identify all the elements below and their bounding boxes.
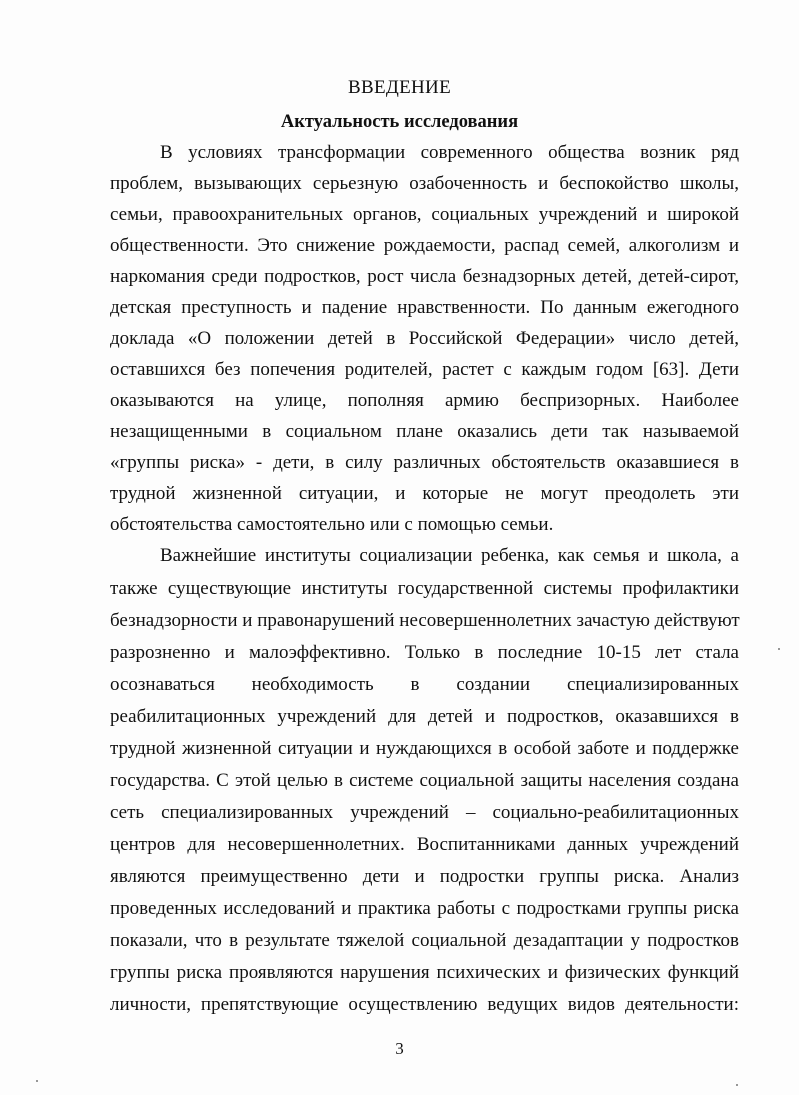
text-line: Важнейшие институты социализации ребенка, как семья и школа, а bbox=[160, 545, 739, 566]
text-line: государства. С этой целью в системе социальной защиты населения создана bbox=[110, 770, 739, 791]
text-line: личности, препятствующие осуществлению ведущих видов деятельности: bbox=[110, 994, 739, 1015]
text-line: являются преимущественно дети и подростки группы риска. Анализ bbox=[110, 866, 739, 887]
text-line: общественности. Это снижение рождаемости, распад семей, алкоголизм и bbox=[110, 235, 739, 256]
document-title: ВВЕДЕНИЕ bbox=[348, 77, 451, 98]
text-line: центров для несовершеннолетних. Воспитанниками данных учреждений bbox=[110, 834, 739, 855]
text-line: оказываются на улице, пополняя армию беспризорных. Наиболее bbox=[110, 390, 739, 411]
text-line: также существующие институты государственной системы профилактики bbox=[110, 578, 739, 599]
text-line: осознаваться необходимость в создании специализированных bbox=[110, 674, 739, 695]
text-line: трудной жизненной ситуации и нуждающихся в особой заботе и поддержке bbox=[110, 738, 739, 759]
text-line: проблем, вызывающих серьезную озабоченность и беспокойство школы, bbox=[110, 173, 739, 194]
text-line: доклада «О положении детей в Российской Федерации» число детей, bbox=[110, 328, 739, 349]
text-line: незащищенными в социальном плане оказались дети так называемой bbox=[110, 421, 739, 442]
text-line: безнадзорности и правонарушений несовершеннолетних зачастую действуют bbox=[110, 610, 740, 631]
text-line: «группы риска» - дети, в силу различных обстоятельств оказавшиеся в bbox=[110, 452, 739, 473]
text-line: сеть специализированных учреждений – социально-реабилитационных bbox=[110, 802, 739, 823]
text-line: детская преступность и падение нравственности. По данным ежегодного bbox=[110, 297, 739, 318]
page-number: 3 bbox=[395, 1039, 404, 1058]
scan-speck bbox=[778, 648, 780, 650]
text-line: семьи, правоохранительных органов, социальных учреждений и широкой bbox=[110, 204, 739, 225]
text-line: обстоятельства самостоятельно или с помощью семьи. bbox=[110, 514, 554, 535]
text-line: проведенных исследований и практика работы с подростками группы риска bbox=[110, 898, 739, 919]
text-line: реабилитационных учреждений для детей и подростков, оказавшихся в bbox=[110, 706, 739, 727]
text-line: трудной жизненной ситуации, и которые не могут преодолеть эти bbox=[110, 483, 739, 504]
text-line: В условиях трансформации современного общества возник ряд bbox=[160, 142, 739, 163]
text-line: группы риска проявляются нарушения психических и физических функций bbox=[110, 962, 739, 983]
text-line: разрозненно и малоэффективно. Только в последние 10-15 лет стала bbox=[110, 642, 739, 663]
section-heading: Актуальность исследования bbox=[280, 112, 519, 132]
text-line: показали, что в результате тяжелой социальной дезадаптации у подростков bbox=[110, 930, 739, 951]
scan-speck bbox=[736, 1084, 738, 1086]
text-line: наркомания среди подростков, рост числа безнадзорных детей, детей-сирот, bbox=[110, 266, 739, 287]
text-line: оставшихся без попечения родителей, растет с каждым годом [63]. Дети bbox=[110, 359, 739, 380]
scan-speck bbox=[36, 1080, 38, 1082]
